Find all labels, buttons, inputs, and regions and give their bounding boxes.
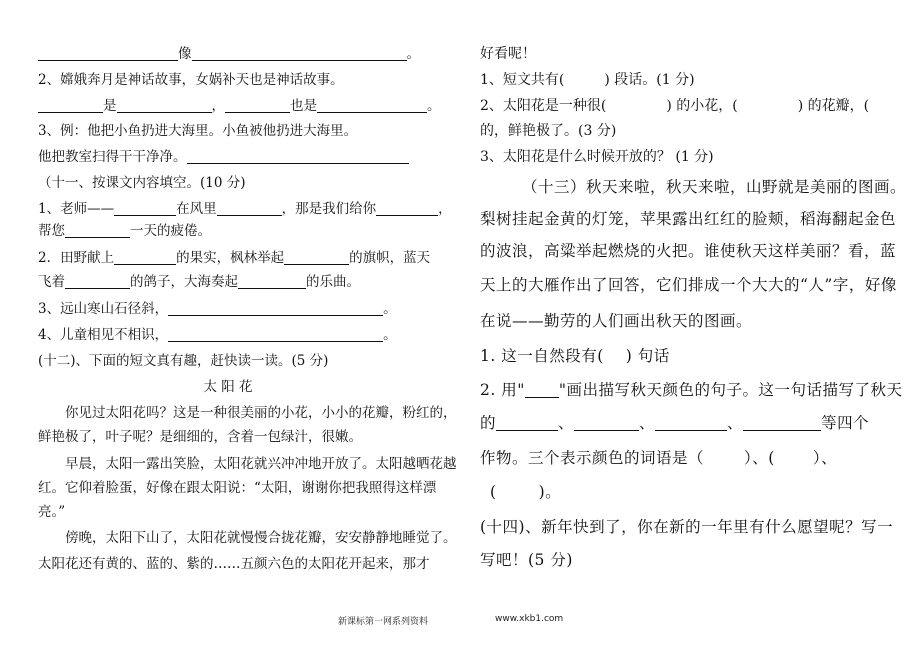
- passage-title: 太 阳 花: [203, 379, 253, 395]
- q2-text: 2、嫦娥奔月是神话故事，女娲补天也是神话故事。: [38, 72, 344, 88]
- section-13-line4: 天上的大雁作出了回答，它们排成一个大大的“人”字，好像: [480, 276, 897, 294]
- q2-answer-line: 是 ， 也是 。: [38, 97, 441, 115]
- question-2-line: 2、太阳花是一种很( ) 的小花，( ) 的花瓣，(: [480, 98, 870, 114]
- q13-1-line: 1. 这一自然段有( ) 句话: [480, 347, 670, 365]
- question-2-line-2: 的，鲜艳极了。(3 分): [480, 123, 617, 139]
- fill-1-line-2: 帮您 一天的疲倦。: [38, 223, 211, 239]
- fill-4-line: 4、儿童相见不相识， 。: [38, 327, 397, 343]
- answer-blank[interactable]: [317, 99, 427, 113]
- answer-blank[interactable]: [192, 47, 407, 61]
- answer-blank[interactable]: [38, 47, 178, 61]
- footer-url[interactable]: www.xkb1.com: [495, 614, 564, 624]
- answer-blank[interactable]: [225, 99, 290, 113]
- section-13-line1: （十三）秋天来啦，秋天来啦，山野就是美丽的图画。: [522, 178, 907, 196]
- passage-p2-line3: 亮。”: [38, 504, 66, 520]
- q3-task-line: 他把教室扫得干干净净。: [38, 148, 409, 166]
- answer-blank[interactable]: [65, 224, 130, 238]
- answer-blank[interactable]: [114, 251, 176, 265]
- question-1-line: 1、短文共有( ) 段话。(1 分): [480, 72, 695, 88]
- passage-p1-line1: 你见过太阳花吗？这是一种很美丽的小花，小小的花瓣，粉红的，: [65, 405, 457, 421]
- answer-blank[interactable]: [114, 202, 176, 216]
- fill-3-line: 3、远山寒山石径斜， 。: [38, 301, 397, 317]
- answer-blank[interactable]: [376, 202, 438, 216]
- fill-1-line: 1、老师—— 在风里 ，那是我们给你 ，: [38, 201, 452, 217]
- q13-2-line-3: 作物。三个表示颜色的词语是（ ）、( ）、: [480, 449, 838, 467]
- answer-blank[interactable]: [38, 99, 103, 113]
- passage-p4-line1: 太阳花还有黄的、蓝的、紫的……五颜六色的太阳花开起来，那才: [38, 556, 430, 572]
- passage-p2-line2: 红。它仰着脸蛋，好像在跟太阳说：“太阳，谢谢你把我照得这样漂: [38, 480, 437, 496]
- answer-blank[interactable]: [238, 275, 306, 289]
- answer-blank[interactable]: [743, 417, 821, 431]
- q13-2-line-2: 的 、 、 、 等四个: [480, 414, 870, 432]
- answer-blank[interactable]: [655, 417, 727, 431]
- section-14-line1: (十四)、新年快到了，你在新的一年里有什么愿望呢？写一: [480, 518, 894, 536]
- section-14-line2: 写吧！(5 分): [480, 551, 573, 569]
- q13-2-line-4: ( )。: [490, 483, 562, 501]
- section-11-heading: （十一、按课文内容填空。(10 分): [38, 175, 246, 191]
- fill-2-line: 2．田野献上 的果实，枫林举起 的旗帜，蓝天: [38, 250, 431, 266]
- underline-sample: [525, 384, 559, 398]
- question-3-line: 3、太阳花是什么时候开放的？ (1 分): [480, 149, 714, 165]
- answer-blank[interactable]: [168, 328, 383, 342]
- answer-blank[interactable]: [217, 202, 282, 216]
- answer-blank[interactable]: [187, 150, 409, 164]
- passage-p1-line2: 鲜艳极了，叶子呢？是细细的，含着一包绿汁，很嫩。: [38, 429, 362, 445]
- fill-2-line-2: 飞着 的鸽子，大海奏起 的乐曲。: [38, 274, 360, 290]
- q3-text: 3、例：他把小鱼扔进大海里。小鱼被他扔进大海里。: [38, 123, 358, 139]
- section-12-heading: (十二)、下面的短文真有趣，赶快读一读。(5 分): [38, 353, 329, 369]
- answer-blank[interactable]: [117, 99, 212, 113]
- passage-end-line: 好看呢！: [480, 46, 536, 62]
- q13-2-line: 2. 用" "画出描写秋天颜色的句子。这一句话描写了秋天: [480, 381, 903, 399]
- passage-p2-line1: 早晨，太阳一露出笑脸，太阳花就兴冲冲地开放了。太阳越晒花越: [65, 456, 457, 472]
- footer-source: 新课标第一网系列资料: [338, 617, 429, 627]
- passage-p3-line1: 傍晚，太阳下山了，太阳花就慢慢合拢花瓣，安安静静地睡觉了。: [65, 530, 457, 546]
- section-13-line2: 梨树挂起金黄的灯笼，苹果露出红红的脸颊，稻海翻起金色: [480, 210, 897, 228]
- answer-blank[interactable]: [284, 251, 349, 265]
- answer-blank[interactable]: [496, 417, 558, 431]
- answer-blank[interactable]: [574, 417, 639, 431]
- answer-blank[interactable]: [168, 302, 383, 316]
- q-simile-line: 像 。: [38, 45, 420, 63]
- answer-blank[interactable]: [65, 275, 130, 289]
- section-13-line3: 的波浪，高粱举起燃烧的火把。谁使秋天这样美丽？看，蓝: [480, 242, 897, 260]
- section-13-line5: 在说——勤劳的人们画出秋天的图画。: [480, 312, 753, 330]
